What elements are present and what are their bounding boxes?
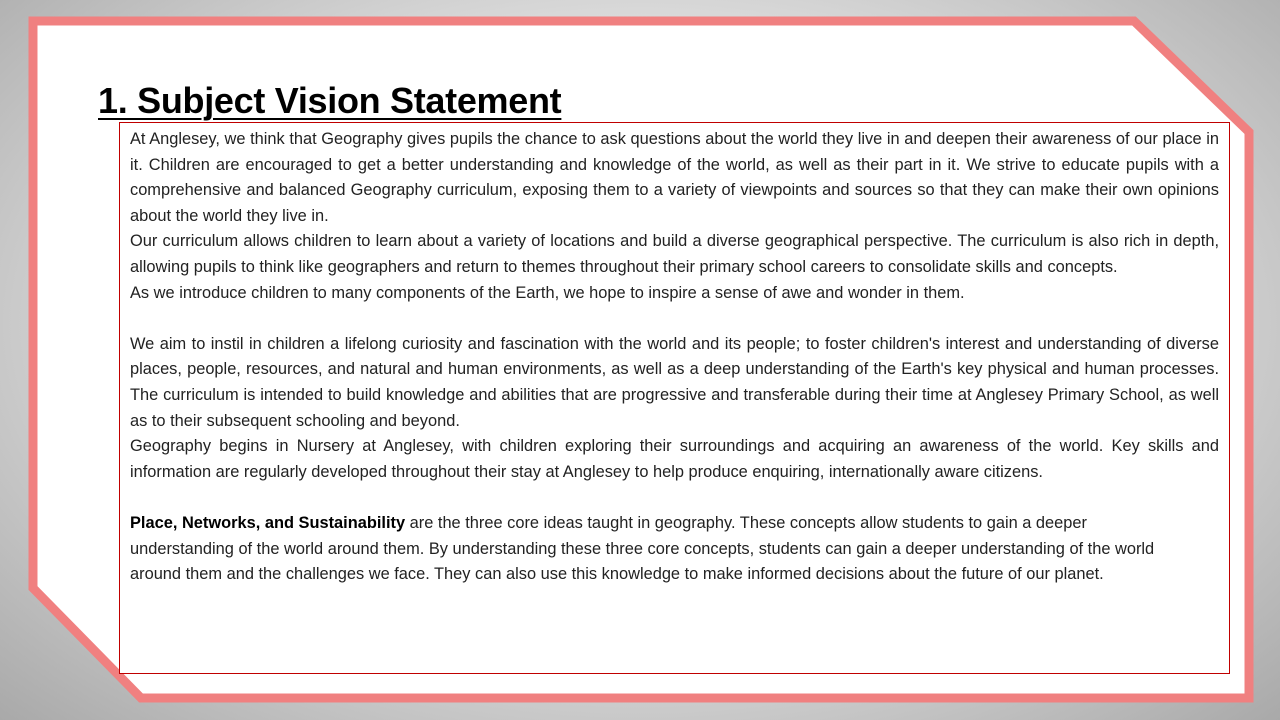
paragraph-curriculum: Our curriculum allows children to learn about a variety of locations and build a diverse geographical perspective. The curriculum is also rich in depth, allowing pupils to think like geographers and return to themes throughout their primary school careers to consolidate skills and concepts. [130,232,1219,276]
paragraph-aims: We aim to instil in children a lifelong curiosity and fascination with the world and its people; to foster children's interest and understanding of diverse places, people, resources, and natural and human environments, as well as a deep understanding of the Earth's key physical and human processes. The curriculum is intended to build knowledge and abilities that are progressive and transferable during their time at Anglesey Primary School, as well as to their subsequent schooling and beyond. [130,334,1219,430]
vision-statement-box [119,122,1230,674]
page-title: 1. Subject Vision Statement [98,80,562,121]
paragraph-intro: At Anglesey, we think that Geography gives pupils the chance to ask questions about the world they live in and deepen their awareness of our place in it. Children are encouraged to get a better understanding and knowledge of the world, as well as their part in it. We strive to educate pupils with a comprehensive and balanced Geography curriculum, exposing them to a variety of viewpoints and sources so that they can make their own opinions about the world they live in. [130,130,1219,225]
core-ideas-lead: Place, Networks, and Sustainability [130,513,406,532]
core-ideas-text: are the three core ideas taught in geography. These concepts allow students to gain a deeper understanding of the world around them. By understanding these three core concepts, students can gain a deeper understanding of the world around them and the challenges we face. They can also use this knowledge to make informed decisions about the future of our planet. [130,513,1155,584]
paragraph-nursery: Geography begins in Nursery at Anglesey, with children exploring their surroundings and acquiring an awareness of the world. Key skills and information are regularly developed throughout their stay at Anglesey to help produce enquiring, internationally aware citizens. [130,437,1219,481]
paragraph-awe: As we introduce children to many components of the Earth, we hope to inspire a sense of awe and wonder in them. [130,283,965,302]
paragraph-spacer [130,306,1219,332]
paragraph-spacer [130,485,1219,511]
paragraph-core-ideas [130,511,1219,588]
